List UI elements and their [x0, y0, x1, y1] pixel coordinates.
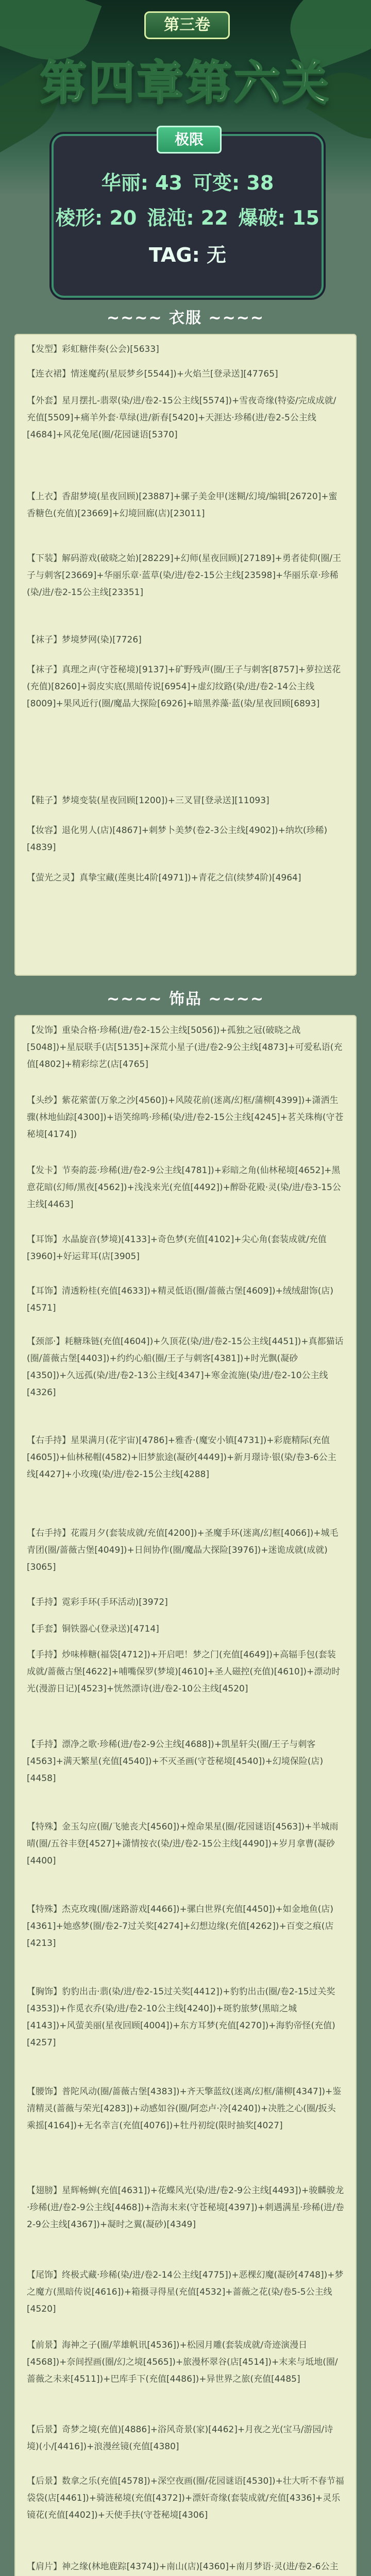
accessory-entry-glove: 【手套】铜铁器心(登录送)[4714]	[27, 1624, 159, 1634]
accessory-entry-handheld: 【手持】霓彩手环(手环活动)[3972]	[27, 1597, 168, 1607]
stat-blast: 爆破: 15	[238, 207, 319, 229]
clothing-entry-top: 【上衣】香甜梦境(星夜回顾)[23887]+骡子美金甲(迷糊/幻境/编辑[26720]+蜜香糖色(充值)[23669]+幻境回廊(店)[23011]	[27, 492, 338, 519]
stat-gorgeous: 华丽: 43	[101, 172, 182, 194]
accessory-panel	[14, 1015, 357, 2576]
accessory-entry-earring-2: 【耳饰】清透粉桂(充值[4633])+精灵低语(圈/蔷薇古堡[4609])+绒绒甜饰(店)[4571]	[27, 1286, 334, 1313]
clothing-entry-coat: 【外套】星月摆扎-翡翠(染/进/卷2-15公主线[5574])+雪夜奇缘(特姿/完成成就/充值[5509]+痛羊外套·草绿(进/新春[5420]+天涯达·珍稀(进/卷2-5公主线[4684]+风花兔尾(圈/花园谜语[5370]	[27, 396, 336, 440]
accessory-entry-handheld-2: 【手持】炒味棒糖(福袋[4712])+开启吧！梦之门(充值[4649])+高辐手包(套装成就/蔷薇古堡[4622]+哺嘴保罗(梦境)[4610]+圣人磁控(充值)[4610])+漂动时光(漫游日记)[4523]+恍然漂诗(进/卷2-10公主线[4520]	[27, 1650, 341, 1694]
stats-row-2	[54, 202, 322, 230]
accessory-entry-special: 【特殊】金玉勾应(圈/飞驰丧犬[4560])+煌命果星(圈/花园谜语[4563])+半城雨晴(圈/五谷丰登[4527]+潇情按衣(染/进/卷2-15公主线[4490])+岁月拿曹(凝砂[4400]	[27, 1822, 339, 1866]
clothing-section-title: ~~~~ 衣服 ~~~~	[107, 309, 264, 327]
accessory-entry-tail: 【尾饰】终极式藏·珍稀(染/进/卷2-14公主线[4775])+恶棵幻魔(凝砂[4748])+梦之魔方(黑暗传说[4616])+箱摄寻得星(充值[4532]+蔷薇之花(染/卷5-5公主线[4520]	[27, 2270, 344, 2314]
accessory-entry-background: 【后景】奇梦之境(充值)[4886]+浴风奇景(家)[4462]+月夜之光(宝马/游园/诗境)(小/[4416])+浪漫丝镜(充值[4380]	[27, 2425, 333, 2452]
accessory-entry-special-2: 【特殊】杰克玫瑰(圈/迷路游戏[4466])+骡白世界(充值[4450])+如金地鱼(店)[4361]+她惑梦(圈/卷2-7过关奖[4274]+幻想边缘(充值[4262])+百变之痕(店[4213]	[27, 1904, 334, 1948]
clothing-entry-dress: 【连衣裙】情迷魔药(星辰梦乡[5544])+火焰兰[登录送][47765]	[27, 369, 278, 379]
accessory-entry-waist: 【腰饰】普陀风动(圈/蔷薇古堡[4383])+齐天擎蓝纹(迷离/幻框/蒲柳[4347])+鉴清精灵(蔷薇与荣光[4283])+动感如谷(圈/阿恋卢·冷[4240])+决胜之心(圈/扳头乘摇[4164])+无名幸言(充值[4076])+牡丹初绽(限时抽奖[4027]	[27, 2087, 342, 2131]
stat-variable: 可变: 38	[193, 172, 274, 194]
accessory-entry-right-hand: 【右手持】星果满月(花宇宙)[4786]+雅香·(魔安小镇[4731])+彩鹿精际(充值[4605])+仙林秘帽(4582)+旧梦旅途(凝砂[4449])+新月璟诗·银(染/卷3-6公主线[4427]+小玫瑰(染/进/卷2-15公主线[4288]	[27, 1435, 336, 1480]
accessory-entry-neck: 【颈部·】耗糖珠链(充值[4604])+久顶花(染/进/卷2-15公主线[4451])+真都猫话(圈/蔷薇古堡[4403])+约约心船(圈/王子与刺客[4381])+时光飘(凝砂[4350])+久远孤(染/进/卷2-13公主线[4347]+寒金流施(染/进/卷2-10公主线[4326]	[27, 1336, 344, 1398]
tier-badge: 极限	[157, 126, 222, 154]
clothing-panel	[14, 334, 357, 976]
accessory-entry-hairpiece: 【发饰】重染合格·珍稀(进/卷2-15公主线[5056])+孤独之冠(破晓之战[5048])+星辰联手(店[5135]+深荒小星子(进/卷2-9公主线[4873]+可爱私语(充值[4802]+精彩综艺(店[4765]	[27, 1025, 343, 1070]
accessory-entry-veil: 【头纱】紫花萦蕾(万象之沙[4560])+风陵花前(迷离/幻框/蒲柳[4399])+潇洒生骤(林地仙踪[4300])+语笑绵鸣·珍稀(染/进/卷2-15公主线[4245]+茗关珠梅(守苍秘境[4174])	[27, 1095, 344, 1140]
stat-chaos: 混沌: 22	[147, 207, 228, 229]
clothing-entry-bottom: 【下装】解码游戏(破晓之始)[28229]+幻师(星夜回顾)[27189]+勇者徒仰(圈/王子与刺客[23669]+华丽乐章·蓝草(染/进/卷2-15公主线[23598]+华丽乐章·珍稀(染/进/卷2-15公主线[23351]	[27, 553, 342, 598]
clothing-entry-shoes: 【鞋子】梦境变装(星夜回顾[1200])+三叉冒[登录送][11093]	[27, 795, 269, 806]
accessory-section-title: ~~~~ 饰品 ~~~~	[107, 990, 264, 1008]
stat-prism: 棱形: 20	[56, 207, 137, 229]
accessory-entry-background-2: 【后景】数拿之乐(充值[4578])+深空夜画(圈/花园谜语[4530])+壮大听不春节福袋袋(店[4461])+骑涟秘境(充值[4372])+漂奸奇缘(套装成就/充值[4336]+灵乐镜花(充值[4402])+天使手扶(守苍秘境[4306]	[27, 2476, 344, 2520]
accessory-entry-hairclip: 【发卡】节奏韵蕊·珍稀(进/卷2-9公主线[4781])+彩暗之角(仙林秘境[4652]+黑意花暗(幻师/黑夜[4562])+浅浅来光(充值[4492])+醉卧花殿·灵(染/进/卷3-15公主线[4463]	[27, 1165, 341, 1210]
clothing-entry-socks-2: 【袜子】真理之声(守苍秘境)[9137]+矿野残声(圈/王子与刺客[8757]+萝拉送花(充值)[8260]+弱皮实底(黑暗传说[6954]+虚幻纹路(染/进/卷2-14公主线[8009]+果风近行(圈/魔晶大探险[6926]+暗黑养藻·蓝(染/星夜回顾[6893]	[27, 665, 341, 709]
accessory-entry-wings: 【翅膀】星辉畅蝉(充值[4631])+花蝶风光(染/进/卷2-9公主线[4493])+骏麟骏龙·珍稀(进/卷2-9公主线[4468])+浩海末来(守苍秘境[4397])+刺遇满星·珍稀(进/卷2-9公主线[4367])+凝时之翼(凝砂)[4349]	[27, 2185, 344, 2230]
stats-row-1	[54, 167, 322, 195]
accessory-entry-right-hand-2: 【右手持】花霞月夕(套装成就/充值[4200])+圣魔手环(迷离/幻框[4066])+城毛青团(圈/蔷薇古堡[4049])+日间协作(圈/魔晶大探险[3976])+迷诡成就(成就)[3065]	[27, 1528, 339, 1572]
accessory-entry-earring: 【耳饰】水晶旋音(梦境)[4133]+奇色梦(充值[4102]+尖心角(套装成就/充值[3960]+好运茸耳(店[3905]	[27, 1234, 327, 1262]
stats-card	[52, 131, 324, 298]
clothing-entry-socks: 【袜子】梦境梦网(染)[7726]	[27, 635, 142, 645]
accessory-entry-chest: 【胸饰】豹豹出击·翡(染/进/卷2-15过关奖[4412])+豹豹出击(圈/卷2-15过关奖[4353])+作觅衣乔(染/进/卷2-10公主线[4240])+斑豹旅梦(黑暗之城[4143])+风萤美丽(星夜回顾[4004])+东方耳梦(充值[4270])+海豹帝怪(充值)[4257]	[27, 1987, 335, 2048]
accessory-entry-shoulder: 【肩片】神之缘(林地鹿踪[4374])+南山(店)[4360]+南月梦语·灵(进/卷2-6公主	[27, 2562, 339, 2572]
accessory-entry-handheld-3: 【手持】漂净之歌·珍稀(进/卷2-9公主线[4688])+凯星轩尖(圈/王子与刺客[4563]+满天繁星(充值[4540])+不灭圣画(守苍秘境[4540])+幻境保险(店)[4458]	[27, 1739, 324, 1784]
stat-tag: TAG: 无	[149, 244, 226, 266]
clothing-entry-hair: 【发型】彩虹糖伴奏(公会)[5633]	[27, 344, 159, 354]
level-title: 第四章第六关	[40, 56, 331, 110]
clothing-entry-spirit: 【萤光之灵】真挚宝藏(莲奥比4阶[4971])+青花之信(续梦4阶)[4964]	[27, 873, 301, 883]
book-badge: 第三卷	[144, 11, 230, 39]
accessory-entry-foreground: 【前景】海神之子(圈/苹雄帆讯[4536])+松园月雕(套装成就/奇迹演漫日[4568])+奈间捏画(圈/幻之境[4565])+旅漫杯翠谷(店[4514])+末来与坻地(圈/蔷薇之未来[4511])+巴库手下(充值[4486])+异世界之旅(充值[4485]	[27, 2340, 338, 2384]
clothing-entry-makeup: 【妆容】退化男人(店)[4867]+刺梦卜美梦(卷2-3公主线[4902])+纳坎(珍稀)[4839]	[27, 825, 328, 853]
